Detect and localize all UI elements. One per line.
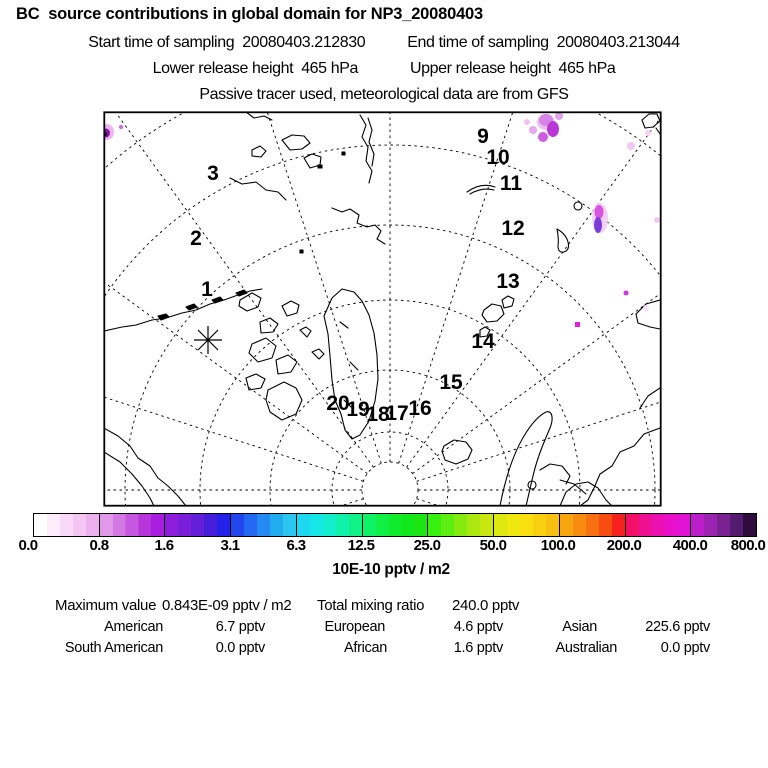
colorbar-tick: 12.5 <box>347 537 375 554</box>
concentration-patch <box>547 121 559 137</box>
page-title: BC source contributions in global domain for NP3_20080403 <box>16 5 484 23</box>
colorbar-segment <box>626 514 692 536</box>
colorbar-segment <box>691 514 756 536</box>
sector-label-2: 2 <box>190 227 202 250</box>
concentration-patch <box>645 130 651 136</box>
coastline <box>636 300 660 329</box>
sector-label-20: 20 <box>326 392 350 415</box>
meridian-line <box>0 506 367 768</box>
coastline <box>239 293 299 333</box>
colorbar-tick: 6.3 <box>286 537 306 554</box>
total-mixing-ratio-label: Total mixing ratio <box>317 597 425 614</box>
concentration-patch <box>627 142 635 150</box>
colorbar-segment <box>34 514 100 536</box>
coastline <box>104 428 186 506</box>
colorbar-segment <box>100 514 166 536</box>
coastline <box>230 178 286 200</box>
sector-label-12: 12 <box>501 217 525 240</box>
colorbar-segment <box>363 514 429 536</box>
region-value: 225.6 pptv <box>645 619 710 635</box>
region-label: American <box>104 619 163 635</box>
concentration-patch <box>119 125 123 129</box>
sector-label-14: 14 <box>471 330 495 353</box>
concentration-patch <box>594 217 602 233</box>
concentration-patch <box>538 132 548 142</box>
latitude-circle <box>362 462 418 518</box>
island <box>574 202 582 210</box>
start-time-value: 20080403.212830 <box>242 34 366 51</box>
region-value: 0.0 pptv <box>215 640 265 656</box>
coastline <box>467 185 495 194</box>
coastline <box>500 412 552 506</box>
region-value: 1.6 pptv <box>453 640 503 656</box>
concentration-patch <box>624 291 629 296</box>
concentration-patch <box>575 322 580 327</box>
colorbar-tick: 25.0 <box>413 537 441 554</box>
coastline <box>557 229 569 252</box>
meridian-line <box>413 161 768 474</box>
colorbar-tick: 800.0 <box>730 537 766 554</box>
sector-label-15: 15 <box>439 371 463 394</box>
upper-release-value: 465 hPa <box>558 60 616 77</box>
colorbar <box>33 513 757 537</box>
sector-label-13: 13 <box>496 270 520 293</box>
colorbar-segment <box>428 514 494 536</box>
concentration-patch <box>654 217 660 223</box>
coastline <box>360 115 374 183</box>
sector-label-19: 19 <box>346 398 370 421</box>
meridian-line <box>0 161 370 474</box>
sector-label-18: 18 <box>366 403 390 426</box>
coastline <box>442 440 472 464</box>
concentration-patch <box>529 126 537 134</box>
region-label: Australian <box>555 640 617 656</box>
concentration-patch <box>643 305 649 311</box>
total-mixing-ratio-value: 240.0 pptv <box>452 597 520 614</box>
colorbar-tick: 400.0 <box>672 537 708 554</box>
end-time-value: 20080403.213044 <box>556 34 680 51</box>
region-label: European <box>324 619 385 635</box>
coastline <box>252 135 321 168</box>
meridian-line <box>413 506 768 768</box>
concentration-patch <box>524 119 530 125</box>
colorbar-tick: 0.0 <box>18 537 38 554</box>
region-value: 6.7 pptv <box>215 619 265 635</box>
region-value: 4.6 pptv <box>453 619 503 635</box>
colorbar-units: 10E-10 pptv / m2 <box>332 561 450 578</box>
colorbar-segment <box>494 514 560 536</box>
region-label: South American <box>64 640 163 656</box>
meridian-line <box>0 317 363 481</box>
colorbar-segment <box>231 514 297 536</box>
region-value: 0.0 pptv <box>660 640 710 656</box>
colorbar-tick: 100.0 <box>540 537 576 554</box>
meridian-line <box>399 0 563 463</box>
sector-label-17: 17 <box>385 402 409 425</box>
region-label: African <box>343 640 387 656</box>
maximum-label: Maximum value <box>55 597 157 614</box>
end-time-label: End time of sampling <box>407 34 549 51</box>
lower-release-value: 465 hPa <box>301 60 358 77</box>
colorbar-segment <box>297 514 363 536</box>
lower-release-label: Lower release height <box>152 60 294 77</box>
sector-label-9: 9 <box>477 125 489 148</box>
colorbar-tick: 1.6 <box>154 537 174 554</box>
coastline <box>580 388 660 506</box>
asterisk-icon <box>194 326 222 354</box>
colorbar-tick: 200.0 <box>606 537 642 554</box>
concentration-patch <box>595 205 604 219</box>
colorbar-segment <box>165 514 231 536</box>
coastline <box>300 152 345 253</box>
sector-label-10: 10 <box>486 146 510 169</box>
colorbar-tick: 50.0 <box>479 537 507 554</box>
upper-release-label: Upper release height <box>410 60 551 77</box>
sector-label-11: 11 <box>499 172 523 195</box>
coastline <box>246 338 297 390</box>
colorbar-tick: 0.8 <box>89 537 109 554</box>
coastlines <box>104 112 660 506</box>
sector-label-3: 3 <box>207 162 219 185</box>
release-point-marker <box>194 326 222 354</box>
colorbar-segment <box>560 514 626 536</box>
region-label: Asian <box>562 619 597 635</box>
coastline <box>332 208 385 244</box>
sector-label-1: 1 <box>201 278 213 301</box>
start-time-label: Start time of sampling <box>88 34 235 51</box>
tracer-note: Passive tracer used, meteorological data are from GFS <box>199 86 569 103</box>
sector-label-16: 16 <box>408 397 432 420</box>
maximum-value: 0.843E-09 pptv / m2 <box>162 597 292 614</box>
concentration-patches <box>100 112 660 327</box>
coastline <box>104 452 154 506</box>
colorbar-tick: 3.1 <box>220 537 240 554</box>
